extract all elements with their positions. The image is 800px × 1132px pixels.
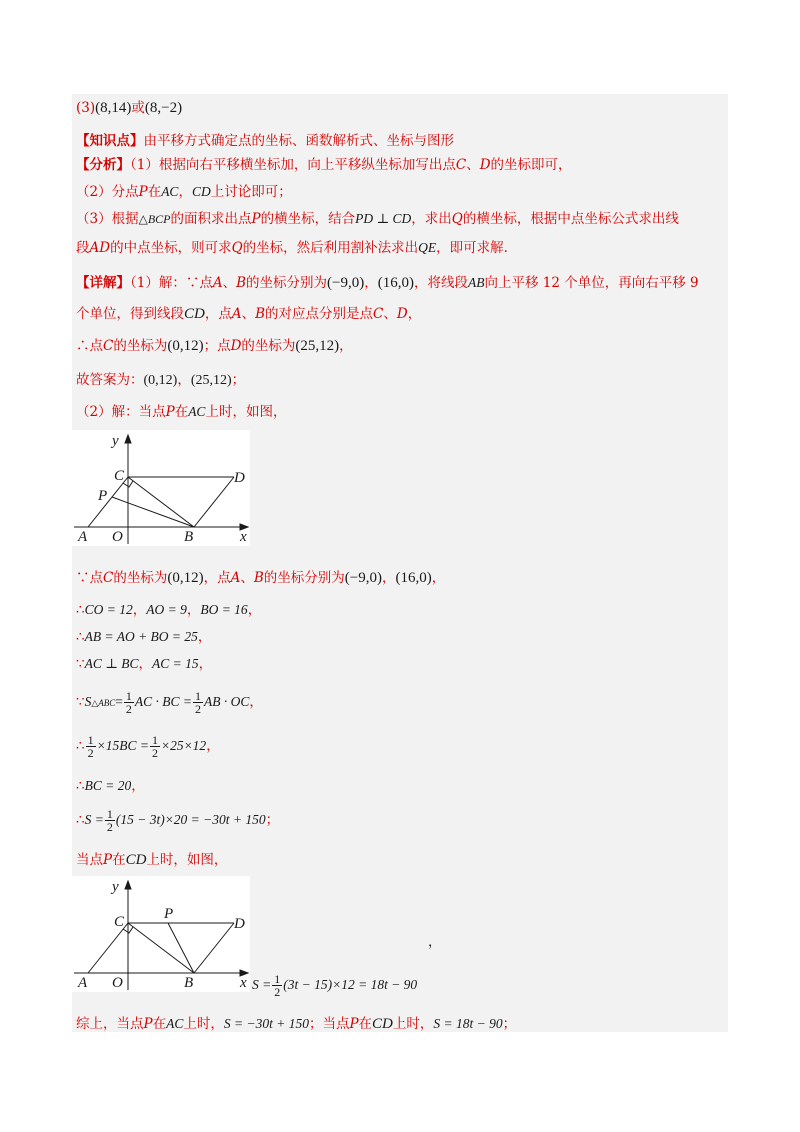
point-p: P [138, 184, 148, 200]
segment-ad: AD [89, 240, 111, 256]
text: ∴ [76, 602, 85, 618]
point-b: B [255, 306, 266, 322]
answer-3-value-1: (8,14) [95, 100, 132, 116]
text: ∵ [76, 656, 85, 672]
step-3 [76, 628, 211, 646]
text: 在 [358, 1016, 373, 1032]
step-4 [76, 655, 212, 673]
text: ； [231, 372, 246, 388]
text: ， [131, 778, 145, 794]
point-b: B [236, 275, 247, 291]
step-8 [76, 804, 279, 836]
label-o: O [112, 975, 123, 991]
text: 综上，当点 [76, 1016, 144, 1032]
equation: AC ⊥ BC [84, 656, 139, 671]
step-6 [76, 730, 220, 762]
text: ，求出 [411, 211, 452, 227]
denominator: 2 [195, 702, 202, 716]
point-q: Q [451, 211, 463, 227]
text: 、 [240, 570, 254, 586]
label-d: D [234, 470, 245, 486]
text: ， [198, 656, 213, 672]
equation: ×25×12 [160, 738, 207, 753]
equation: S = [84, 812, 104, 827]
segment-qe: QE [418, 240, 437, 255]
text: ， [247, 602, 262, 618]
label-c: C [114, 914, 125, 930]
knowledge-text: 由平移方式确定点的坐标、函数解析式、坐标与图形 [143, 133, 454, 149]
segment-cd: CD [372, 1016, 393, 1032]
analysis-line-3 [76, 210, 679, 228]
segment-ac: AC [166, 1016, 184, 1031]
text: 上讨论即可； [210, 184, 292, 200]
triangle-bcp: △BCP [138, 212, 171, 226]
point-d: D [230, 338, 242, 354]
text: ， [138, 656, 153, 672]
text: ， [206, 738, 220, 754]
equation: AC = 15 [152, 656, 199, 671]
text: 上时，如图， [205, 404, 287, 420]
text: 的坐标，然后利用割补法求出 [242, 240, 419, 256]
knowledge-tag: 【知识点】 [76, 133, 144, 149]
text: ； [502, 1016, 517, 1032]
detail-line-3 [76, 337, 353, 355]
label-a: A [78, 975, 88, 991]
text: （2）解：当点 [76, 404, 166, 420]
figure-2-diagram [72, 876, 250, 992]
text: ，点 [203, 570, 231, 586]
text: ， [177, 372, 191, 388]
text: 的坐标为 [241, 338, 296, 354]
text: ；当点 [308, 1016, 350, 1032]
step-5 [76, 686, 263, 719]
denominator: 2 [151, 746, 158, 760]
denominator: 2 [274, 985, 281, 999]
detail-tag: 【详解】 [76, 275, 130, 291]
perpendicular-pd-cd: PD ⊥ CD [355, 211, 412, 226]
text: ， [431, 570, 446, 586]
text: ，将线段 [413, 275, 468, 291]
fraction-half [124, 690, 134, 715]
equation: S = −30t + 150 [223, 1016, 309, 1031]
text: 段 [76, 240, 90, 256]
point-c: C [103, 570, 114, 586]
coord: (0,12) [143, 373, 178, 388]
segment-ab: AB [467, 275, 485, 290]
text: ∴ [76, 738, 85, 754]
point-b: B [253, 570, 264, 586]
point-a: A [230, 570, 241, 586]
segment-pb-line [112, 497, 194, 527]
stray-comma: ， [428, 934, 442, 950]
step-2 [76, 601, 261, 619]
text: 的面积求出点 [170, 211, 252, 227]
text: ， [197, 629, 212, 645]
denominator: 2 [106, 820, 113, 834]
answer-3-value-2: (8,−2) [144, 100, 183, 116]
point-p: P [349, 1016, 359, 1032]
answer-3-or: 或 [131, 100, 145, 116]
detail-line-5 [76, 403, 286, 421]
point-c: C [373, 306, 384, 322]
numerator: 1 [87, 733, 94, 747]
text: ，点 [204, 306, 232, 322]
text: 的坐标分别为 [246, 275, 328, 291]
numerator: 1 [106, 807, 113, 821]
text: 、 [383, 306, 397, 322]
equation: CO = 12 [84, 602, 133, 617]
fraction-half [105, 808, 115, 833]
text: ；点 [203, 338, 231, 354]
text: ， [339, 338, 353, 354]
text: ， [364, 275, 378, 291]
point-p: P [165, 404, 175, 420]
text: ， [249, 694, 263, 710]
point-p: P [143, 1016, 153, 1032]
label-b: B [184, 975, 194, 991]
knowledge-line [76, 132, 454, 150]
text: 的横坐标，根据中点坐标公式求出线 [462, 211, 679, 227]
label-p: P [164, 906, 174, 922]
coord: (−9,0) [327, 275, 365, 291]
fraction-half [86, 734, 96, 759]
numerator: 1 [151, 733, 158, 747]
text: 向上平移 12 个单位，再向右平移 9 [484, 275, 699, 291]
equation: (3t − 15)×12 = 18t − 90 [283, 977, 418, 992]
segment-cd: CD [191, 184, 211, 199]
text: ， [381, 570, 396, 586]
answer-3-label: (3) [76, 100, 96, 116]
segment-cd: CD [184, 306, 205, 322]
text: 的横坐标，结合 [260, 211, 356, 227]
equation: (15 − 3t)×20 = −30t + 150 [115, 812, 266, 827]
text: 的坐标为 [113, 570, 168, 586]
analysis-line-4 [76, 239, 508, 257]
label-y: y [112, 879, 119, 895]
coord: (−9,0) [344, 570, 382, 586]
equation: S = 18t − 90 [433, 1016, 503, 1031]
denominator: 2 [87, 746, 94, 760]
text: ∴ [76, 629, 85, 645]
label-d: D [234, 916, 245, 932]
equals: = [115, 694, 123, 709]
coord: (25,12) [295, 338, 340, 354]
figure-2 [72, 876, 250, 992]
text: 、 [222, 275, 237, 291]
label-x: x [240, 529, 247, 545]
point-q: Q [231, 240, 243, 256]
text: ， [186, 602, 201, 618]
step-1 [76, 569, 445, 587]
text: 、 [241, 306, 256, 322]
coord: (25,12) [190, 373, 232, 388]
equation: BO = 16 [200, 602, 248, 617]
label-b: B [184, 529, 194, 545]
segment-ac-line [88, 477, 128, 527]
text: 故答案为： [76, 372, 144, 388]
fraction-half [150, 734, 160, 759]
y-axis-arrow [125, 435, 131, 443]
point-d: D [479, 157, 491, 173]
summary-line [76, 1015, 516, 1033]
text: （3）根据 [76, 211, 139, 227]
text: 的坐标即可， [490, 157, 572, 173]
text: ∴ [76, 778, 85, 794]
detail-line-2 [76, 305, 421, 323]
text: 、 [466, 157, 480, 173]
text: 在 [147, 184, 162, 200]
point-a: A [231, 306, 242, 322]
numerator: 1 [125, 689, 132, 703]
segment-db-line [194, 923, 234, 973]
segment-ac-line [88, 923, 128, 973]
text: 个单位，得到线段 [76, 306, 184, 322]
text: ∵ [76, 694, 85, 710]
segment-cb-line [128, 477, 194, 527]
analysis-line-1 [76, 156, 572, 174]
area-subscript: △ABC [91, 698, 116, 708]
equation: AB · OC [204, 694, 250, 709]
text: ∴ [76, 812, 85, 828]
denominator: 2 [125, 702, 132, 716]
point-d: D [396, 306, 408, 322]
segment-cd: CD [125, 852, 147, 868]
text: （1）根据向右平移横坐标加，向上平移纵坐标加写出点 [130, 157, 456, 173]
text: 上时， [392, 1016, 434, 1032]
text: 上时， [183, 1016, 224, 1032]
figure-1 [72, 430, 250, 546]
text: ； [265, 812, 280, 828]
text: ，即可求解. [436, 240, 508, 256]
coord: (16,0) [377, 275, 414, 291]
equation: AB = AO + BO = 25 [84, 629, 198, 644]
figure-1-diagram [72, 430, 250, 546]
point-c: C [455, 157, 467, 173]
text: 在 [152, 1016, 167, 1032]
segment-pb-line [168, 923, 194, 973]
segment-ac: AC [188, 404, 206, 419]
label-p: P [98, 488, 108, 504]
segment-db-line [194, 477, 234, 527]
case-2-line [76, 851, 227, 869]
text: （2）分点 [76, 184, 139, 200]
analysis-tag: 【分析】 [76, 157, 130, 173]
analysis-line-2 [76, 183, 292, 201]
detail-line-4 [76, 371, 245, 390]
label-a: A [78, 529, 88, 545]
equation: S = [252, 977, 272, 992]
text: 当点 [76, 852, 103, 868]
coord: (16,0) [395, 570, 432, 586]
equation: AC · BC = [134, 694, 193, 709]
equation: ×15BC = [96, 738, 149, 753]
coord: (0,12) [167, 570, 204, 586]
text: 的对应点分别是点 [265, 306, 374, 322]
label-c: C [114, 468, 125, 484]
point-p: P [251, 211, 261, 227]
text: ∵点 [76, 570, 103, 586]
answer-3-line [76, 99, 182, 117]
text: 在 [112, 852, 126, 868]
segment-ac: AC [161, 184, 179, 199]
label-o: O [112, 529, 123, 545]
text: （1）解：∵点 [130, 275, 213, 291]
y-axis-arrow [125, 881, 131, 889]
label-y: y [112, 433, 119, 449]
label-x: x [240, 975, 247, 991]
text: ， [407, 306, 422, 322]
text: 上时，如图， [146, 852, 228, 868]
text: ， [132, 602, 147, 618]
point-c: C [103, 338, 114, 354]
numerator: 1 [195, 689, 202, 703]
area-symbol: S [84, 694, 92, 709]
case-2-equation [252, 969, 417, 1001]
segment-cb-line [128, 923, 194, 973]
fraction-half [193, 690, 203, 715]
text: 在 [174, 404, 189, 420]
step-7 [76, 777, 145, 795]
equation: BC = 20 [84, 778, 132, 793]
text: 的坐标为 [113, 338, 168, 354]
text: ∴点 [76, 338, 103, 354]
detail-line-1 [76, 274, 699, 292]
point-a: A [212, 275, 223, 291]
text: 的中点坐标，则可求 [110, 240, 232, 256]
text: ， [178, 184, 192, 200]
fraction-half [272, 973, 282, 998]
point-p: P [103, 852, 113, 868]
text: 的坐标分别为 [263, 570, 345, 586]
numerator: 1 [274, 972, 281, 986]
equation: AO = 9 [146, 602, 187, 617]
coord: (0,12) [167, 338, 204, 354]
